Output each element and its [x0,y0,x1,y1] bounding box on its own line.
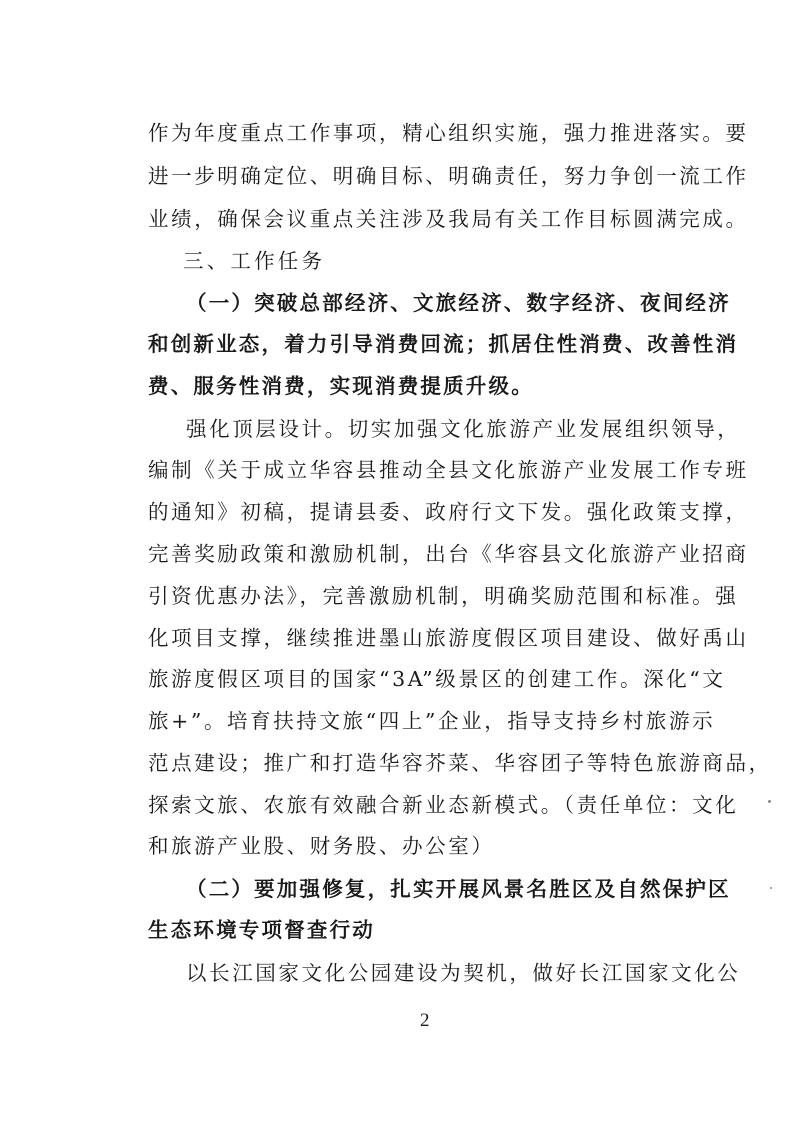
body-text-line: 范点建设；推广和打造华容芥菜、华容团子等特色旅游商品， [148,751,772,775]
body-text-line: 完善奖励政策和激励机制，出台《华容县文化旅游产业招商 [148,542,749,566]
body-text-line: 编制《关于成立华容县推动全县文化旅游产业发展工作专班 [148,458,749,482]
body-text-line: 强化顶层设计。切实加强文化旅游产业发展组织领导， [186,417,741,441]
scan-speck [770,887,772,889]
body-text-line: 旅游度假区项目的国家“3A”级景区的创建工作。深化“文 [148,667,726,691]
subsection-heading-line: 生态环境专项督查行动 [148,918,375,942]
body-text-line: 和旅游产业股、财务股、办公室） [148,834,495,858]
body-text-line: 引资优惠办法》，完善激励机制，明确奖励范围和标准。强 [148,584,739,608]
subsection-heading-line: 费、服务性消费，实现消费提质升级。 [148,374,534,398]
body-text-line: 作为年度重点工作事项，精心组织实施，强力推进落实。要 [148,121,749,145]
section-heading: 三、工作任务 [183,249,326,273]
body-text-line: 化项目支撑，继续推进墨山旅游度假区项目建设、做好禹山 [148,626,749,650]
subsection-heading-line: （二）要加强修复，扎实开展风景名胜区及自然保护区 [186,877,731,901]
subsection-heading-line: （一）突破总部经济、文旅经济、数字经济、夜间经济 [186,291,731,315]
body-text-line: 的通知》初稿，提请县委、政府行文下发。强化政策支撑， [148,500,749,524]
body-text-line: 进一步明确定位、明确目标、明确责任，努力争创一流工作 [148,164,749,188]
body-text-line: 以长江国家文化公园建设为契机，做好长江国家文化公 [186,961,741,985]
body-text-line: 探索文旅、农旅有效融合新业态新模式。（责任单位：文化 [148,793,739,817]
page-number: 2 [420,1010,430,1031]
body-text-line: 业绩，确保会议重点关注涉及我局有关工作目标圆满完成。 [148,207,749,231]
scan-speck [768,800,771,803]
subsection-heading-line: 和创新业态，着力引导消费回流；抓居住性消费、改善性消 [148,332,739,356]
body-text-line: 旅+”。培育扶持文旅“四上”企业，指导支持乡村旅游示 [148,709,716,733]
